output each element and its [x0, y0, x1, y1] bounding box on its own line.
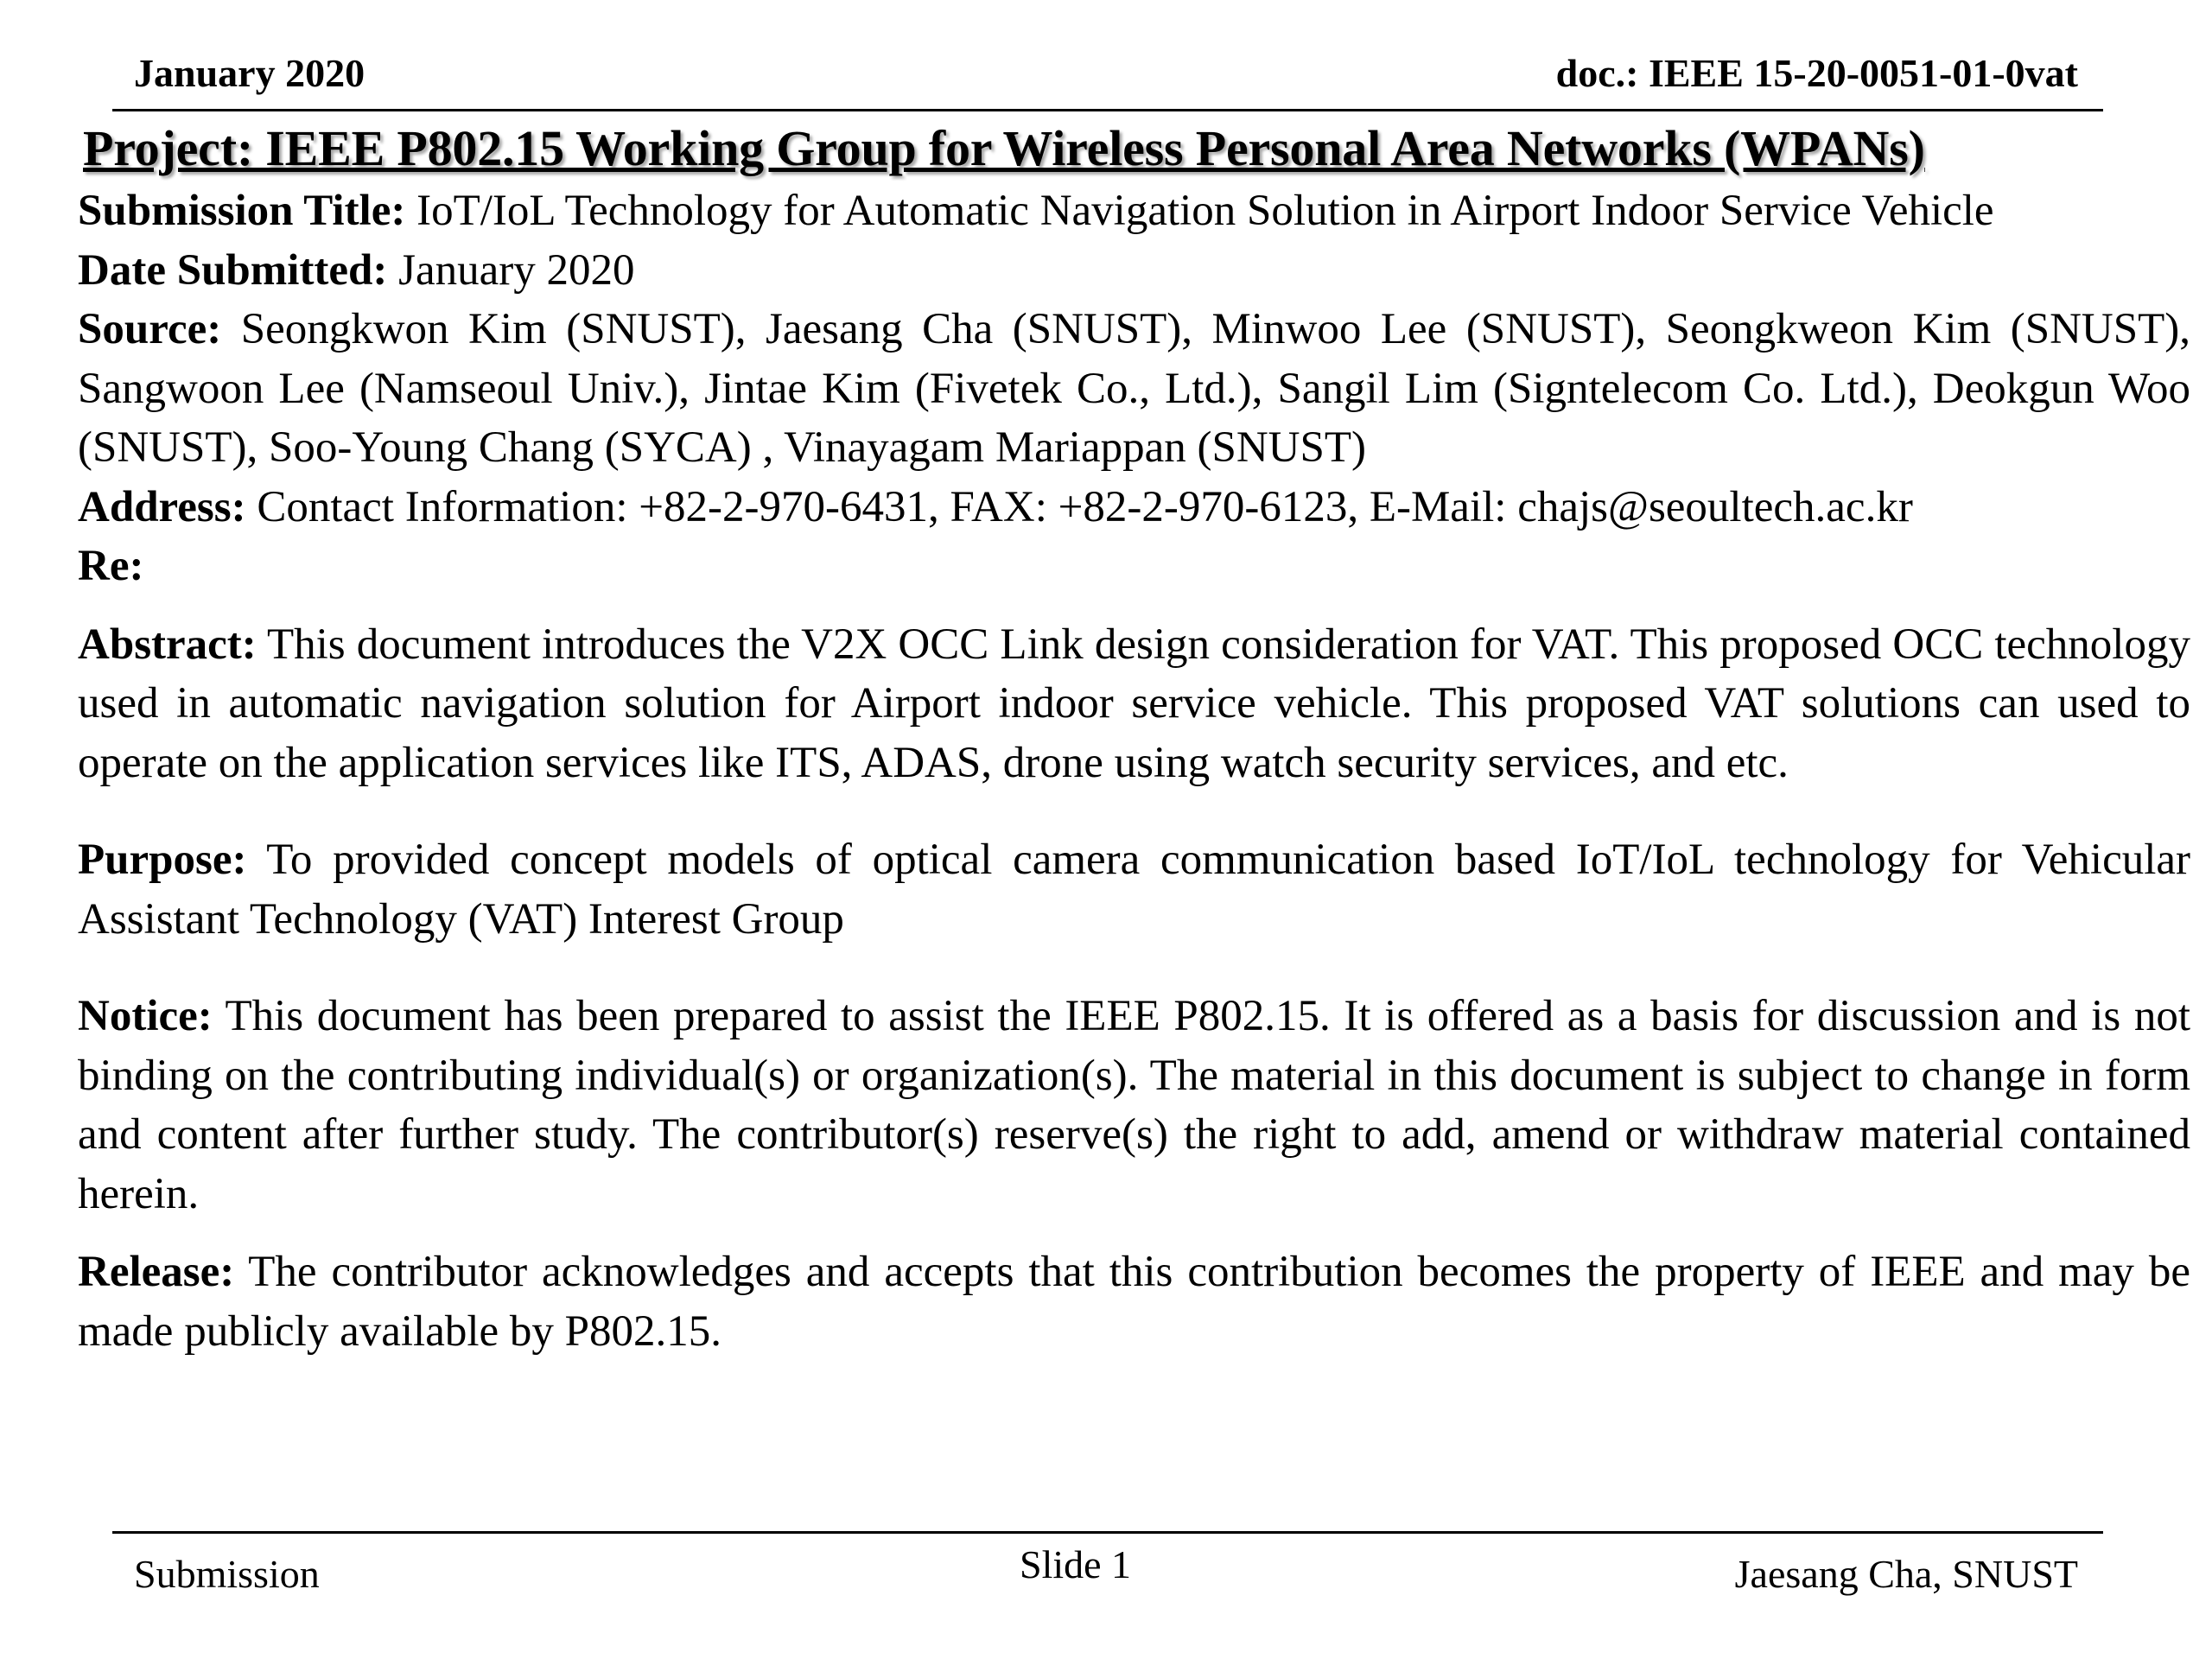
footer-submission: Submission [134, 1552, 320, 1596]
release-label: Release: [78, 1248, 235, 1296]
header-date: January 2020 [134, 51, 365, 95]
header-divider [112, 109, 2103, 111]
purpose-field [78, 830, 2190, 949]
source-field [78, 300, 2190, 478]
notice-value: This document has been prepared to assist the IEEE P802.15. It is offered as a basis for discussion and is not binding on the contributing individual(s) or organization(s). The material in this document is subject to change in form and content after further study. The contributor(s) reserve(s) the right to add, amend or withdraw material contained herein. [78, 992, 2190, 1218]
notice-field [78, 987, 2190, 1224]
abstract-field [78, 615, 2190, 793]
re-label: Re: [78, 542, 144, 590]
footer-author: Jaesang Cha, SNUST [1734, 1552, 2078, 1596]
submission-title-field [78, 181, 2190, 241]
address-label: Address: [78, 482, 246, 531]
abstract-label: Abstract: [78, 620, 257, 669]
slide-number: Slide 1 [1020, 1542, 1132, 1586]
purpose-label: Purpose: [78, 836, 247, 884]
date-submitted-field [78, 241, 2190, 301]
footer-divider [112, 1531, 2103, 1534]
address-field [78, 478, 2190, 537]
source-value: Seongkwon Kim (SNUST), Jaesang Cha (SNUST), Minwoo Lee (SNUST), Seongkweon Kim (SNUST), Sangwoon Lee (Namseoul Univ.), Jintae Kim (Fivetek Co., Ltd.), Sangil Lim (Signtelecom Co. Ltd.), Deokgun Woo (SNUST), Soo-Young Chang (SYCA) , Vinayagam Mariappan (SNUST) [78, 305, 2191, 472]
project-title: Project: IEEE P802.15 Working Group for Wireless Personal Area Networks (WPANs) [83, 120, 1925, 176]
submission-title-label: Submission Title: [78, 187, 406, 235]
release-field [78, 1243, 2190, 1361]
document-body [78, 181, 2190, 1361]
header-doc-id: doc.: IEEE 15-20-0051-01-0vat [1555, 51, 2078, 95]
notice-label: Notice: [78, 992, 213, 1040]
purpose-value: To provided concept models of optical camera communication based IoT/IoL technology for Vehicular Assistant Technology (VAT) Interest Group [78, 836, 2190, 944]
date-submitted-value: January 2020 [398, 245, 635, 295]
abstract-value: This document introduces the V2X OCC Link design consideration for VAT. This proposed OCC technology used in automatic navigation solution for Airport indoor service vehicle. This proposed VAT solutions can used to operate on the application services like ITS, ADAS, drone using watch security services, and etc. [78, 620, 2190, 787]
release-value: The contributor acknowledges and accepts that this contribution becomes the property of IEEE and may be made publicly available by P802.15. [78, 1248, 2190, 1356]
date-submitted-label: Date Submitted: [78, 245, 388, 295]
submission-title-value: IoT/IoL Technology for Automatic Navigation Solution in Airport Indoor Service Vehicle [416, 187, 1994, 235]
source-label: Source: [78, 305, 222, 353]
address-value: Contact Information: +82-2-970-6431, FAX: +82-2-970-6123, E-Mail: chajs@seoultech.ac.kr [257, 482, 1913, 531]
re-field [78, 537, 2190, 596]
